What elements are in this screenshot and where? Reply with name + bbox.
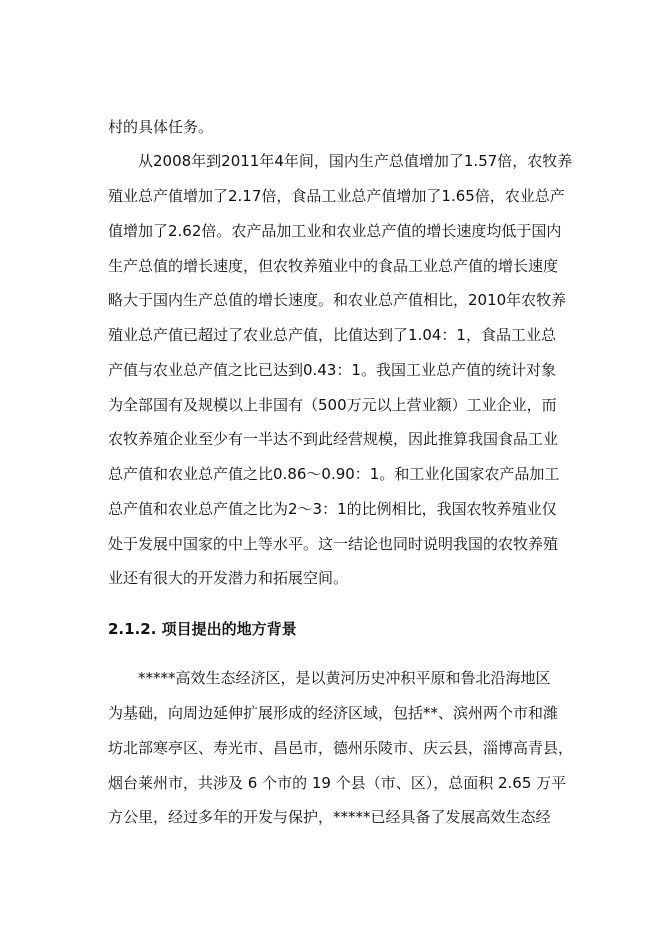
text-line: 处于发展中国家的中上等水平。这一结论也同时说明我国的农牧养殖 <box>108 535 559 553</box>
text-line: 总产值和农业总产值之比0.86～0.90：1。和工业化国家农产品加工 <box>108 465 560 483</box>
text-line: 值增加了2.62倍。农产品加工业和农业总产值的增长速度均低于国内 <box>108 222 562 240</box>
text-line: 为全部国有及规模以上非国有（500万元以上营业额）工业企业，而 <box>108 396 557 414</box>
text-line: 殖业总产值增加了2.17倍，食品工业总产值增加了1.65倍，农业总产 <box>108 187 565 205</box>
section-heading: 2.1.2. 项目提出的地方背景 <box>108 620 297 638</box>
text-line: *****高效生态经济区，是以黄河历史冲积平原和鲁北沿海地区 <box>138 669 551 687</box>
text-line: 烟台莱州市，共涉及 6 个市的 19 个县（市、区），总面积 2.65 万平 <box>108 774 567 792</box>
text-line: 坊北部寒亭区、寿光市、昌邑市，德州乐陵市、庆云县，淄博高青县， <box>108 739 574 757</box>
text-line: 村的具体任务。 <box>108 118 214 136</box>
text-line: 从2008年到2011年4年间，国内生产总值增加了1.57倍，农牧养 <box>138 152 573 170</box>
text-line: 产值与农业总产值之比已达到0.43：1。我国工业总产值的统计对象 <box>108 361 556 379</box>
text-line: 为基础，向周边延伸扩展形成的经济区域，包括**、滨州两个市和潍 <box>108 704 559 722</box>
text-line: 方公里，经过多年的开发与保护，*****已经具备了发展高效生态经 <box>108 808 551 826</box>
text-line: 业还有很大的开发潜力和拓展空间。 <box>108 569 349 587</box>
text-line: 殖业总产值已超过了农业总产值，比值达到了1.04：1，食品工业总 <box>108 326 556 344</box>
text-line: 略大于国内生产总值的增长速度。和农业总产值相比，2010年农牧养 <box>108 291 567 309</box>
text-line: 总产值和农业总产值之比为2～3：1的比例相比，我国农牧养殖业仅 <box>108 500 557 518</box>
text-line: 农牧养殖企业至少有一半达不到此经营规模，因此推算我国食品工业 <box>108 430 559 448</box>
text-line: 生产总值的增长速度，但农牧养殖业中的食品工业总产值的增长速度 <box>108 257 559 275</box>
